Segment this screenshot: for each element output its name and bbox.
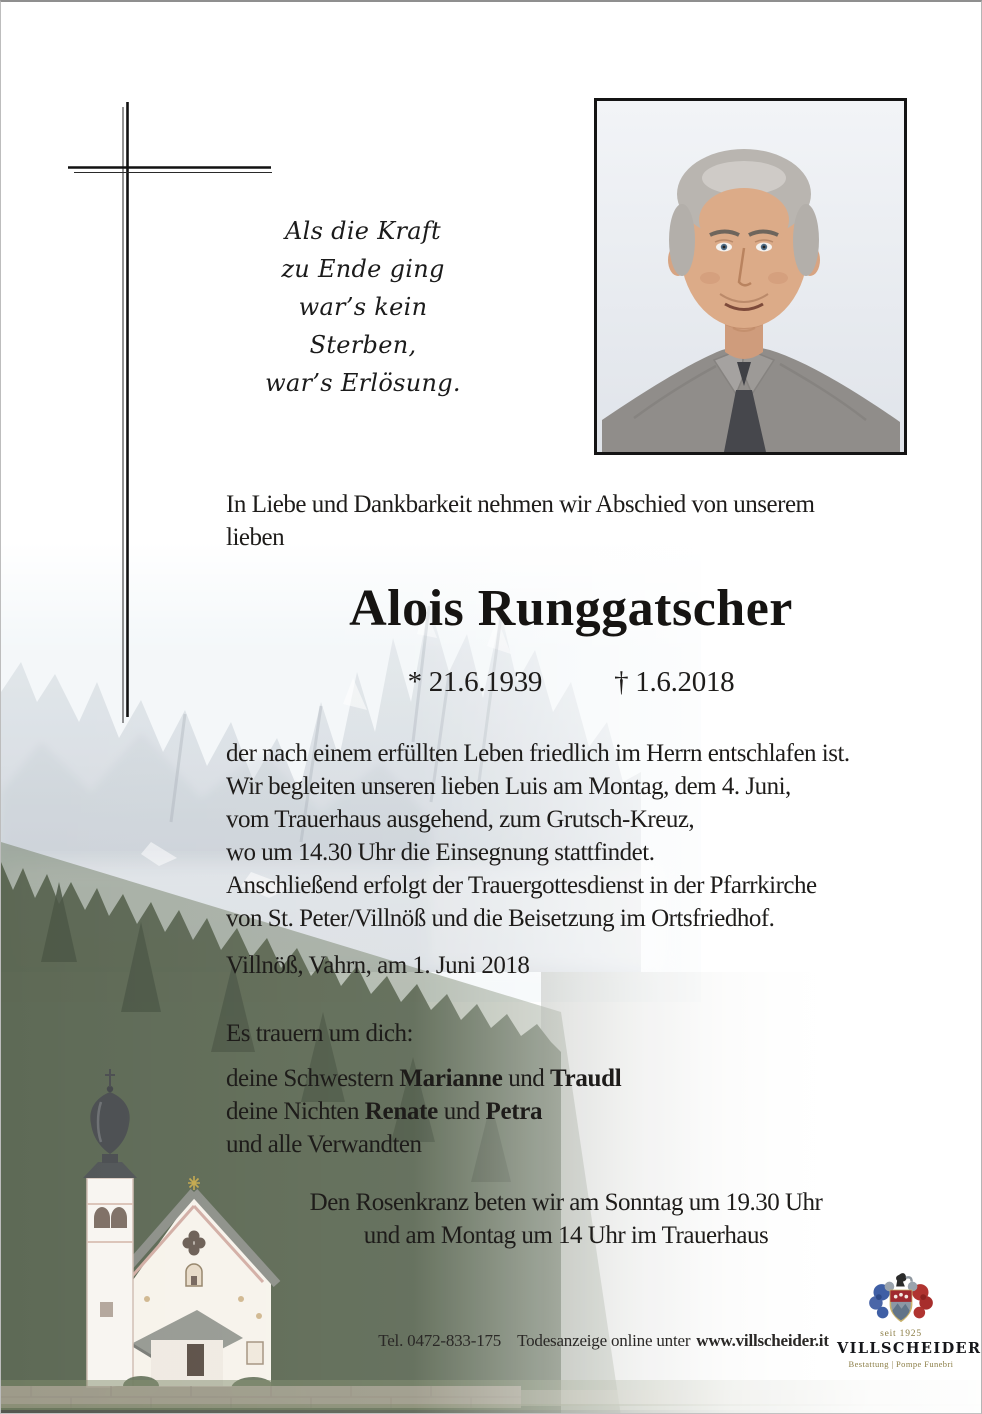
mourners-list — [226, 1062, 621, 1161]
poem-line: war’s kein Sterben, — [298, 293, 428, 359]
mourner-line: und alle Verwandten — [226, 1131, 422, 1158]
website-url: www.villscheider.it — [696, 1331, 829, 1350]
logo-subtitle: Bestattung | Pompe Funebri — [848, 1359, 954, 1369]
rosary-line: Den Rosenkranz beten wir am Sonntag um 19.30 Uhr — [309, 1189, 823, 1216]
life-dates — [226, 666, 916, 699]
intro-line: In Liebe und Dankbarkeit nehmen wir Abschied von unserem — [226, 491, 815, 518]
online-note: Todesanzeige online unter — [517, 1331, 691, 1350]
poem-line: Als die Kraft — [285, 217, 441, 245]
poem-line: war’s Erlösung. — [265, 369, 461, 397]
place-date: Villnöß, Vahrn, am 1. Juni 2018 — [226, 952, 530, 979]
announcement-line: vom Trauerhaus ausgehend, zum Grutsch-Kreuz, — [226, 806, 695, 833]
logo-name: VILLSCHEIDER — [837, 1340, 982, 1357]
phone-number: Tel. 0472-833-175 — [378, 1331, 502, 1350]
portrait-photo — [594, 98, 907, 455]
announcement-line: Wir begleiten unseren lieben Luis am Montag, dem 4. Juni, — [226, 773, 791, 800]
announcement-line: Anschließend erfolgt der Trauergottesdienst in der Pfarrkirche — [226, 872, 817, 899]
intro-text — [226, 488, 815, 554]
poem-line: zu Ende ging — [281, 255, 445, 283]
mourner-line: deine Schwestern Marianne und Traudl — [226, 1065, 622, 1092]
footer-contact — [331, 1331, 876, 1351]
announcement-line: wo um 14.30 Uhr die Einsegnung stattfindet. — [226, 839, 655, 866]
announcement-paragraph — [226, 737, 850, 935]
deceased-name: Alois Runggatscher — [349, 580, 793, 637]
rosary-line: und am Montag um 14 Uhr im Trauerhaus — [363, 1222, 769, 1249]
mourner-line: deine Nichten Renate und Petra — [226, 1098, 543, 1125]
mourning-intro: Es trauern um dich: — [226, 1020, 413, 1047]
birth-date: * 21.6.1939 — [407, 666, 543, 698]
logo-since: seit 1925 — [880, 1329, 922, 1339]
rosary-notice — [236, 1186, 896, 1252]
death-date: † 1.6.2018 — [614, 666, 735, 698]
memorial-poem — [243, 212, 483, 402]
coat-of-arms-icon — [866, 1272, 936, 1328]
announcement-line: der nach einem erfüllten Leben friedlich im Herrn entschlafen ist. — [226, 740, 850, 767]
announcement-line: von St. Peter/Villnöß und die Beisetzung im Ortsfriedhof. — [226, 905, 775, 932]
intro-line: lieben — [226, 524, 285, 551]
funeral-home-logo — [837, 1272, 982, 1369]
